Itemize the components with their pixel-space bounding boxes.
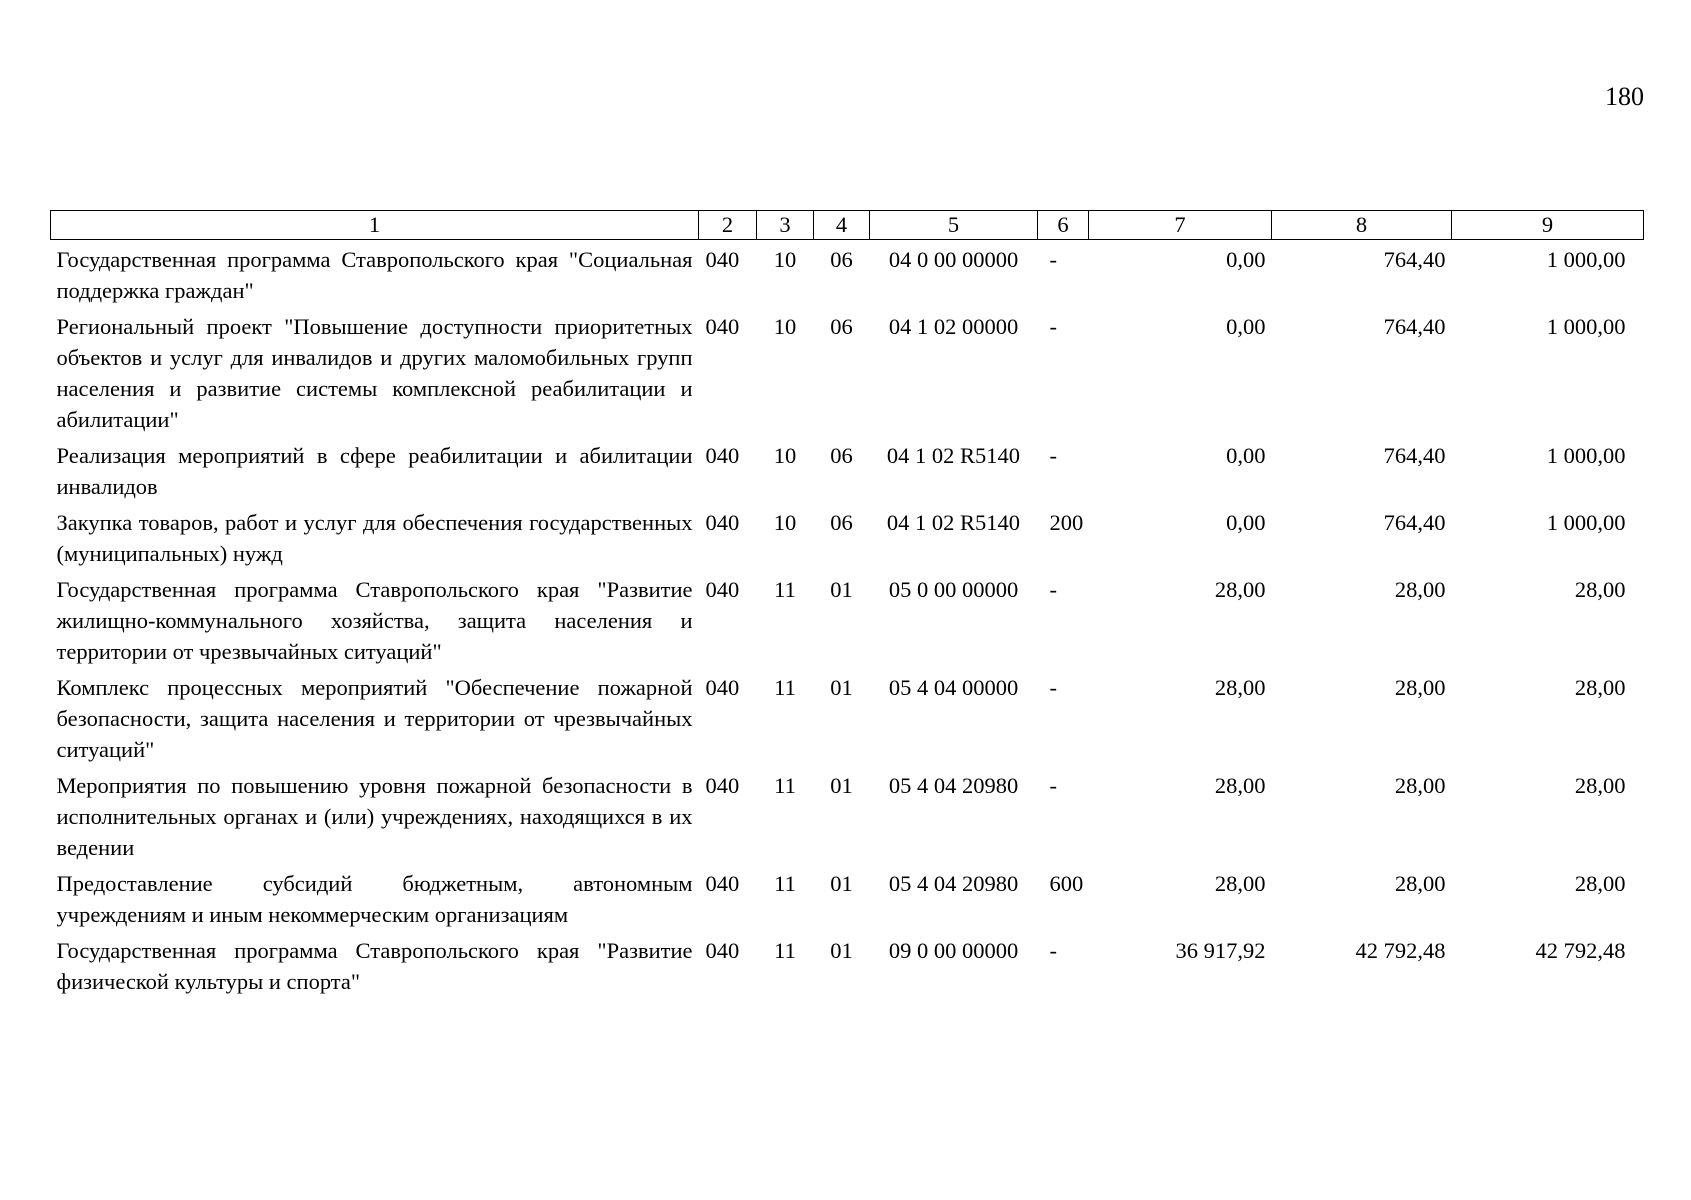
row-amount-col9: 42 792,48: [1535, 938, 1626, 963]
table-row: [51, 570, 1644, 668]
row-target-article: 04 1 02 R5140: [886, 443, 1021, 468]
column-header: 3: [757, 211, 814, 240]
row-subsection-code: 01: [830, 871, 853, 896]
row-target-article: 04 0 00 00000: [888, 247, 1019, 272]
row-amount-col8: 764,40: [1383, 510, 1446, 535]
row-expense-type: -: [1049, 443, 1057, 468]
row-name: Мероприятия по повышению уровня пожарной безопасности в исполнительных органах и (или) учреждениях, находящихся в их ведении: [56, 773, 693, 860]
header-row: [51, 211, 1644, 240]
column-header: 4: [814, 211, 870, 240]
row-section-code: 11: [774, 577, 796, 602]
row-amount-col7: 0,00: [1226, 247, 1266, 272]
column-header: 1: [51, 211, 699, 240]
row-amount-col8: 28,00: [1394, 773, 1446, 798]
row-expense-type: -: [1049, 314, 1057, 339]
row-ved-code: 040: [705, 773, 740, 798]
row-amount-col9: 28,00: [1574, 871, 1626, 896]
row-amount-col9: 1 000,00: [1546, 314, 1626, 339]
row-name: Реализация мероприятий в сфере реабилитации и абилитации инвалидов: [56, 443, 693, 499]
row-amount-col7: 0,00: [1226, 443, 1266, 468]
row-ved-code: 040: [705, 577, 740, 602]
row-amount-col9: 28,00: [1574, 675, 1626, 700]
row-name: Региональный проект "Повышение доступности приоритетных объектов и услуг для инвалидов и других маломобильных групп населения и развитие системы комплексной реабилитации и абилитации": [56, 314, 693, 432]
row-subsection-code: 06: [830, 314, 853, 339]
row-name: Предоставление субсидий бюджетным, автономным учреждениям и иным некоммерческим организациям: [56, 871, 693, 927]
row-target-article: 05 4 04 20980: [888, 871, 1019, 896]
row-section-code: 10: [773, 247, 797, 272]
row-expense-type: 200: [1049, 510, 1084, 535]
row-ved-code: 040: [705, 675, 740, 700]
row-subsection-code: 01: [830, 675, 853, 700]
column-header: 6: [1038, 211, 1089, 240]
row-amount-col9: 1 000,00: [1546, 443, 1626, 468]
row-expense-type: -: [1049, 773, 1057, 798]
row-expense-type: 600: [1049, 871, 1084, 896]
row-expense-type: -: [1049, 247, 1057, 272]
row-amount-col9: 28,00: [1574, 773, 1626, 798]
row-subsection-code: 01: [830, 938, 853, 963]
row-name: Закупка товаров, работ и услуг для обеспечения государственных (муниципальных) нужд: [56, 510, 693, 566]
row-target-article: 04 1 02 00000: [888, 314, 1019, 339]
row-target-article: 04 1 02 R5140: [886, 510, 1021, 535]
row-section-code: 10: [773, 510, 797, 535]
column-header: 5: [870, 211, 1038, 240]
row-ved-code: 040: [705, 247, 740, 272]
row-name: Комплекс процессных мероприятий "Обеспечение пожарной безопасности, защита населения и территории от чрезвычайных ситуаций": [56, 675, 693, 762]
row-target-article: 05 4 04 00000: [888, 675, 1019, 700]
row-section-code: 11: [774, 773, 796, 798]
row-target-article: 09 0 00 00000: [888, 938, 1019, 963]
row-expense-type: -: [1049, 938, 1057, 963]
column-header: 8: [1272, 211, 1452, 240]
row-amount-col7: 28,00: [1214, 577, 1266, 602]
column-header: 9: [1452, 211, 1644, 240]
row-name: Государственная программа Ставропольского края "Развитие жилищно-коммунального хозяйства, защита населения и территории от чрезвычайных ситуаций": [56, 577, 693, 664]
row-section-code: 10: [773, 314, 797, 339]
row-amount-col8: 764,40: [1383, 314, 1446, 339]
row-amount-col8: 764,40: [1383, 443, 1446, 468]
row-amount-col7: 0,00: [1226, 510, 1266, 535]
column-header: 2: [699, 211, 757, 240]
row-section-code: 10: [773, 443, 797, 468]
row-subsection-code: 06: [830, 443, 853, 468]
row-amount-col8: 28,00: [1394, 577, 1446, 602]
table-row: [51, 436, 1644, 503]
page-number: 180: [1605, 82, 1644, 111]
row-expense-type: -: [1049, 675, 1057, 700]
row-subsection-code: 01: [830, 577, 853, 602]
table-row: [51, 503, 1644, 570]
row-subsection-code: 06: [830, 247, 853, 272]
row-amount-col9: 1 000,00: [1546, 247, 1626, 272]
row-ved-code: 040: [705, 510, 740, 535]
table-row: [51, 766, 1644, 864]
row-target-article: 05 0 00 00000: [888, 577, 1019, 602]
row-name: Государственная программа Ставропольского края "Развитие физической культуры и спорта": [56, 938, 693, 994]
column-header: 7: [1089, 211, 1272, 240]
row-amount-col7: 28,00: [1214, 871, 1266, 896]
row-amount-col9: 1 000,00: [1546, 510, 1626, 535]
row-amount-col8: 42 792,48: [1355, 938, 1446, 963]
row-subsection-code: 01: [830, 773, 853, 798]
table-row: [51, 307, 1644, 436]
row-ved-code: 040: [705, 314, 740, 339]
table-body: [51, 240, 1644, 999]
table-row: [51, 931, 1644, 998]
table-header: [51, 211, 1644, 240]
row-amount-col7: 0,00: [1226, 314, 1266, 339]
row-ved-code: 040: [705, 443, 740, 468]
row-amount-col8: 28,00: [1394, 871, 1446, 896]
table-row: [51, 240, 1644, 308]
row-amount-col7: 28,00: [1214, 675, 1266, 700]
row-amount-col7: 36 917,92: [1175, 938, 1266, 963]
row-ved-code: 040: [705, 938, 740, 963]
row-name: Государственная программа Ставропольского края "Социальная поддержка граждан": [56, 247, 693, 303]
row-target-article: 05 4 04 20980: [888, 773, 1019, 798]
budget-table: [50, 210, 1644, 998]
row-amount-col9: 28,00: [1574, 577, 1626, 602]
row-subsection-code: 06: [830, 510, 853, 535]
row-amount-col8: 764,40: [1383, 247, 1446, 272]
row-ved-code: 040: [705, 871, 740, 896]
row-amount-col8: 28,00: [1394, 675, 1446, 700]
row-amount-col7: 28,00: [1214, 773, 1266, 798]
table-row: [51, 668, 1644, 766]
row-section-code: 11: [774, 938, 796, 963]
row-section-code: 11: [774, 871, 796, 896]
row-expense-type: -: [1049, 577, 1057, 602]
row-section-code: 11: [774, 675, 796, 700]
table-row: [51, 864, 1644, 931]
